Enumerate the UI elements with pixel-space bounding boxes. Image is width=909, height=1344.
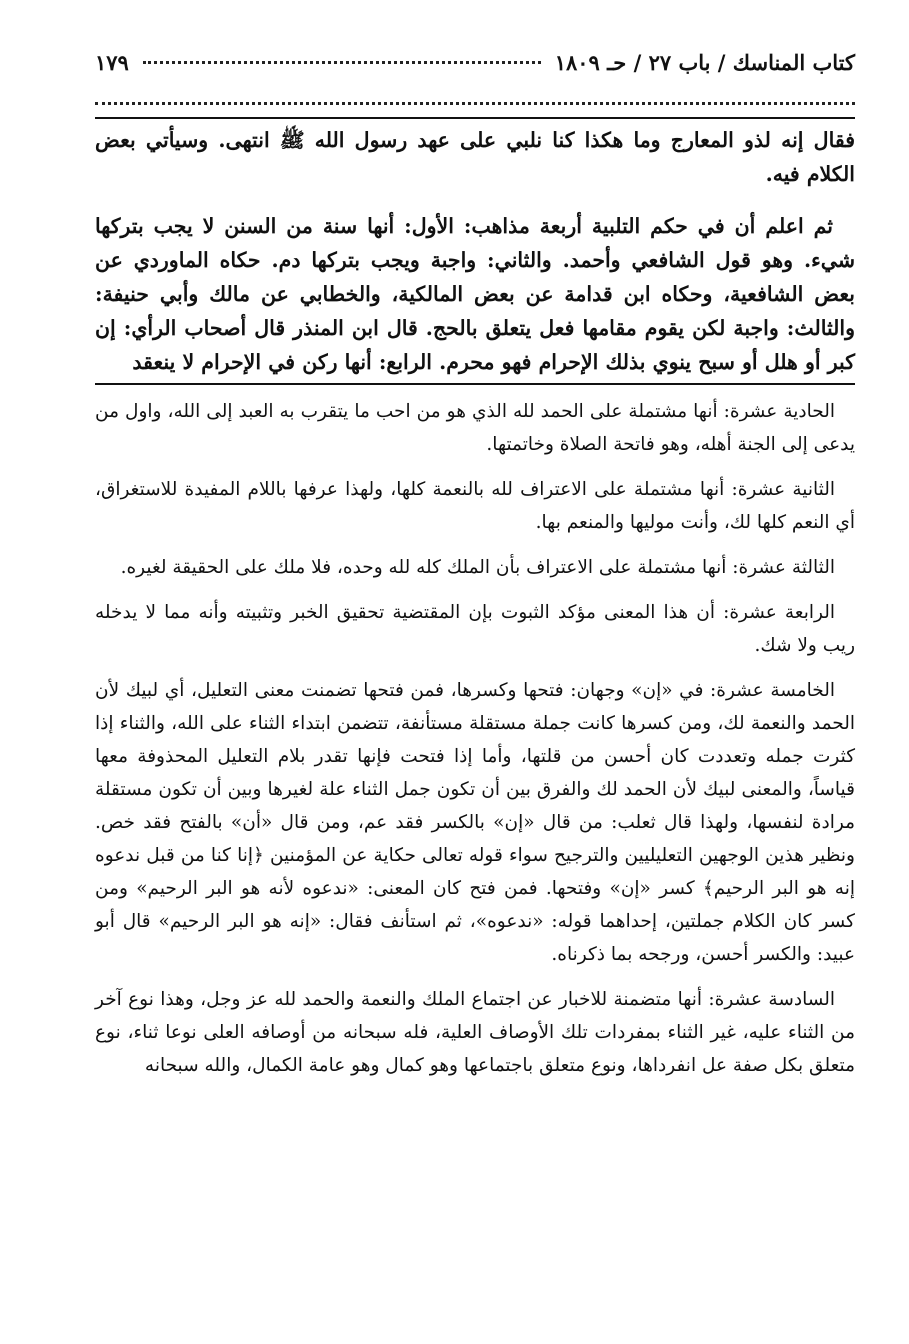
main-paragraph: فقال إنه لذو المعارج وما هكذا كنا نلبي على عهد رسول الله ﷺ انتهى. وسيأتي بعض الكلام فيه. [95,128,855,186]
book-page [95,50,855,1094]
header-dot-leader [143,61,541,64]
page-number: ١٧٩ [95,50,129,75]
footnote-paragraph: الحادية عشرة: أنها مشتملة على الحمد لله الذي هو من احب ما يتقرب به العبد إلى الله، واول من يدعى إلى الجنة أهله، وهو فاتحة الصلاة وخاتمتها. [95,401,855,455]
header-title: كتاب المناسك / باب ٢٧ / حـ ١٨٠٩ [554,50,855,75]
footnote-paragraph: الثانية عشرة: أنها مشتملة على الاعتراف لله بالنعمة كلها، ولهذا عرفها باللام المفيدة للاستغراق، أي النعم كلها لك، وأنت موليها والمنعم بها. [95,479,855,533]
dotted-rule [95,88,855,105]
footnote-paragraph: الثالثة عشرة: أنها مشتملة على الاعتراف بأن الملك كله لله وحده، فلا ملك على الحقيقة لغيره. [120,557,835,578]
running-header [95,50,855,86]
footnotes [95,395,855,1082]
main-paragraph: ثم اعلم أن في حكم التلبية أربعة مذاهب: الأول: أنها سنة من السنن لا يجب بتركها شيء. وهو قول الشافعي وأحمد. والثاني: واجبة ويجب بتركها دم. حكاه الماوردي عن بعض الشافعية، وحكاه ابن قدامة عن بعض المالكية، والخطابي عن مالك وأبي حنيفة: والثالث: واجبة لكن يقوم مقامها فعل يتعلق بالحج. قال ابن المنذر قال أصحاب الرأي: إن كبر أو هلل أو سبح ينوي بذلك الإحرام فهو محرم. الرابع: أنها ركن في الإحرام لا ينعقد [95,214,855,374]
footnote-paragraph: السادسة عشرة: أنها متضمنة للاخبار عن اجتماع الملك والنعمة والحمد لله عز وجل، وهذا نوع آخر من الثناء عليه، غير الثناء بمفردات تلك الأوصاف العلية، فله سبحانه من أوصافه العلى نوعا ثناء، نوع متعلق بكل صفة عل انفرداها، ونوع متعلق باجتماعها وهو كمال وهو عامة الكمال، والله سبحانه [95,989,855,1076]
footnote-rule [95,383,855,385]
footnote-paragraph: الرابعة عشرة: أن هذا المعنى مؤكد الثبوت بإن المقتضية تحقيق الخبر وتثبيته وأنه مما لا يدخله ريب ولا شك. [95,602,855,656]
header-rule [95,117,855,119]
main-text [95,123,855,379]
footnote-paragraph: الخامسة عشرة: في «إن» وجهان: فتحها وكسرها، فمن فتحها تضمنت معنى التعليل، أي لبيك لأن الحمد والنعمة لك، ومن كسرها كانت جملة مستقلة مستأنفة، تتضمن ابتداء الثناء على الله، والثناء إذا كثرت جمله وتعددت كان أحسن من قلتها، وأما إذا فتحت فإنها تقدر بلام التعليل المحذوفة معها قياساً، والمعنى لبيك لأن الحمد لك والفرق بين أن تكون جمل الثناء علة لغيرها وبين أن تكون مستقلة مرادة لنفسها، ولهذا قال ثعلب: من قال «إن» بالكسر فقد عم، ومن قال «أن» بالفتح فقد خص. ونظير هذين الوجهين التعليليين والترجيح سواء قوله تعالى حكاية عن المؤمنين ﴿إنا كنا من قبل ندعوه إنه هو البر الرحيم﴾ كسر «إن» وفتحها. فمن فتح كان المعنى: «ندعوه لأنه هو البر الرحيم» ومن كسر كان الكلام جملتين، إحداهما قوله: «ندعوه»، ثم استأنف فقال: «إنه هو البر الرحيم» قال أبو عبيد: والكسر أحسن، ورجحه بما ذكرناه. [95,680,855,965]
